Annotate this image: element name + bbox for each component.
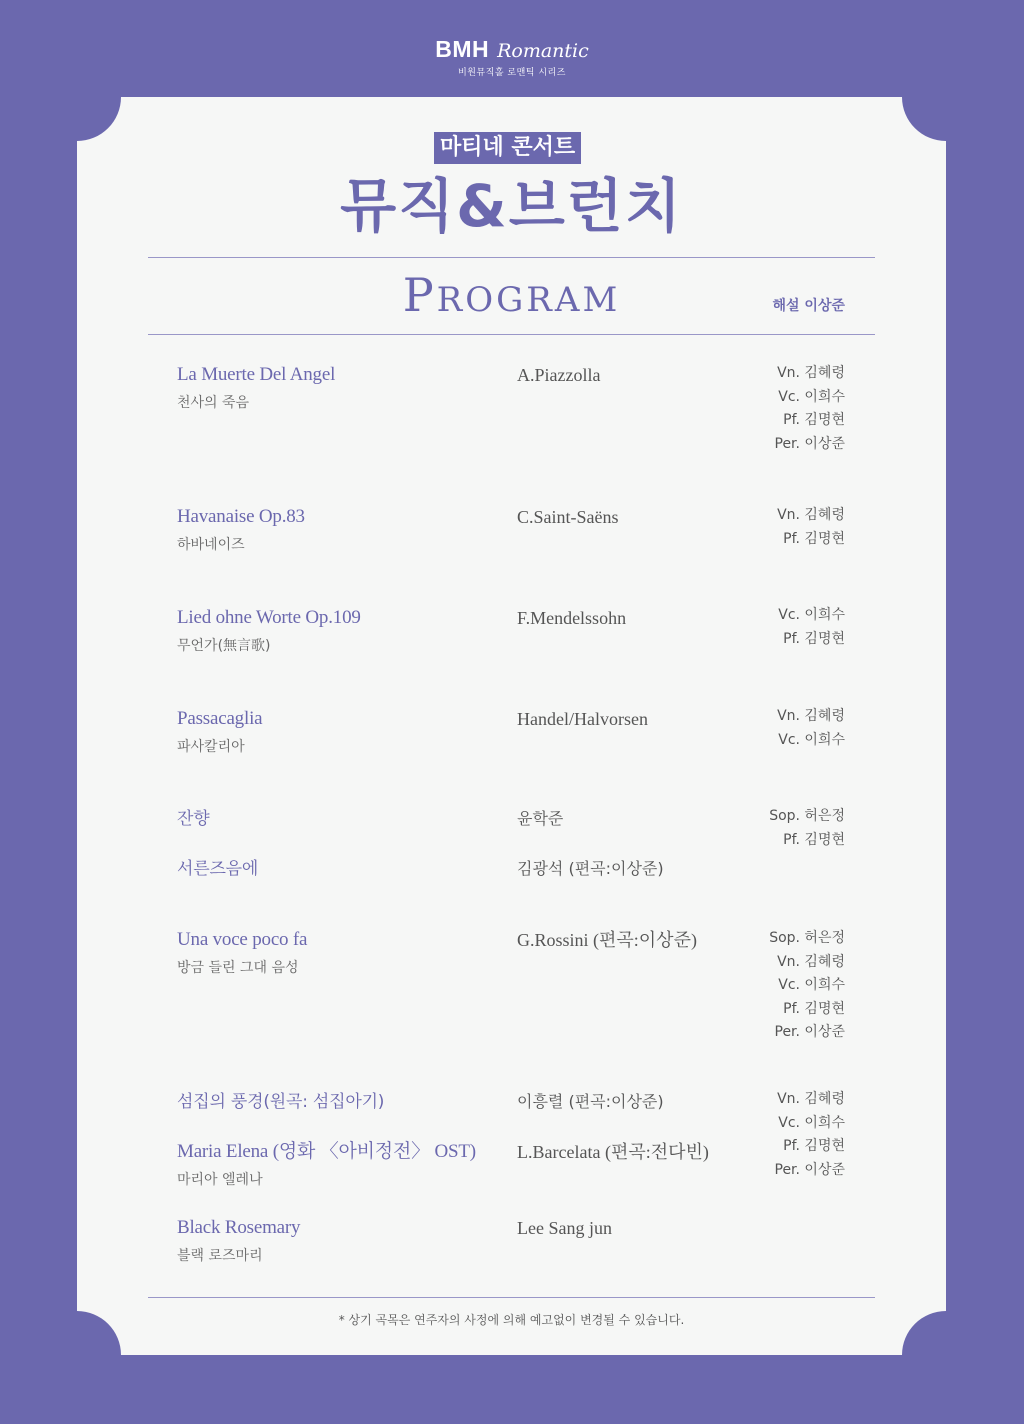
piece-subtitle: 방금 들린 그대 음성: [177, 960, 299, 976]
piece-composer: G.Rossini (편곡:이상준): [517, 930, 697, 950]
piece-performers: Sop. 허은정 Pf. 김명현: [769, 808, 845, 848]
brand-name: BMH: [435, 36, 490, 62]
piece-title: Black Rosemary: [177, 1217, 301, 1238]
piece-composer: 이흥렬 (편곡:이상준): [517, 1092, 664, 1111]
brand-header: [0, 36, 1024, 78]
piece-title: 잔향: [177, 809, 210, 829]
divider-bottom: [148, 1297, 875, 1298]
divider-top: [148, 257, 875, 258]
brand-script: Romantic: [497, 40, 589, 62]
piece-performers: Vc. 이희수 Pf. 김명현: [778, 607, 845, 647]
piece-composer: C.Saint-Saëns: [517, 507, 619, 527]
piece-composer: Handel/Halvorsen: [517, 709, 648, 729]
piece-composer: L.Barcelata (편곡:전다빈): [517, 1142, 709, 1162]
piece-subtitle: 마리아 엘레나: [177, 1172, 263, 1188]
piece-performers: Vn. 김혜령 Pf. 김명현: [777, 507, 845, 547]
piece-title: 서른즈음에: [177, 859, 259, 879]
piece-performers: Vn. 김혜령 Vc. 이희수 Pf. 김명현 Per. 이상준: [774, 1091, 845, 1178]
program-heading-rest: ROGRAM: [436, 280, 621, 320]
piece-subtitle: 하바네이즈: [177, 537, 245, 553]
page-title: 뮤직&브런치: [340, 172, 683, 240]
program-card: [77, 97, 946, 1355]
piece-subtitle: 블랙 로즈마리: [177, 1248, 263, 1264]
piece-performers: Vn. 김혜령 Vc. 이희수: [777, 708, 845, 748]
piece-title: Lied ohne Worte Op.109: [177, 607, 361, 628]
piece-title: Havanaise Op.83: [177, 506, 305, 527]
piece-title: Una voce poco fa: [177, 929, 308, 950]
piece-performers: Vn. 김혜령 Vc. 이희수 Pf. 김명현 Per. 이상준: [774, 365, 845, 452]
piece-composer: Lee Sang jun: [517, 1218, 612, 1238]
piece-composer: 윤학준: [517, 809, 564, 828]
piece-title: Maria Elena (영화 〈아비정전〉 OST): [177, 1141, 476, 1162]
piece-title: Passacaglia: [177, 708, 263, 729]
brand-logo: [0, 36, 1024, 63]
piece-composer: A.Piazzolla: [517, 365, 601, 385]
piece-composer: F.Mendelssohn: [517, 608, 627, 628]
piece-subtitle: 천사의 죽음: [177, 395, 250, 411]
piece-subtitle: 무언가(無言歌): [177, 638, 271, 654]
piece-subtitle: 파사칼리아: [177, 739, 245, 755]
piece-performers: Sop. 허은정 Vn. 김혜령 Vc. 이희수 Pf. 김명현 Per. 이상준: [769, 930, 845, 1040]
brand-subtitle: 비원뮤직홀 로맨틱 시리즈: [458, 68, 566, 78]
divider-middle: [148, 334, 875, 335]
footer-note: * 상기 곡목은 연주자의 사정에 의해 예고없이 변경될 수 있습니다.: [338, 1313, 685, 1327]
piece-composer: 김광석 (편곡:이상준): [517, 859, 664, 878]
program-heading-initial: P: [402, 268, 437, 322]
concert-tag: 마티네 콘서트: [434, 132, 581, 164]
commentary-credit: 해설 이상준: [772, 298, 845, 314]
piece-title: La Muerte Del Angel: [177, 364, 336, 385]
piece-title: 섬집의 풍경(원곡: 섬집아기): [177, 1092, 385, 1112]
